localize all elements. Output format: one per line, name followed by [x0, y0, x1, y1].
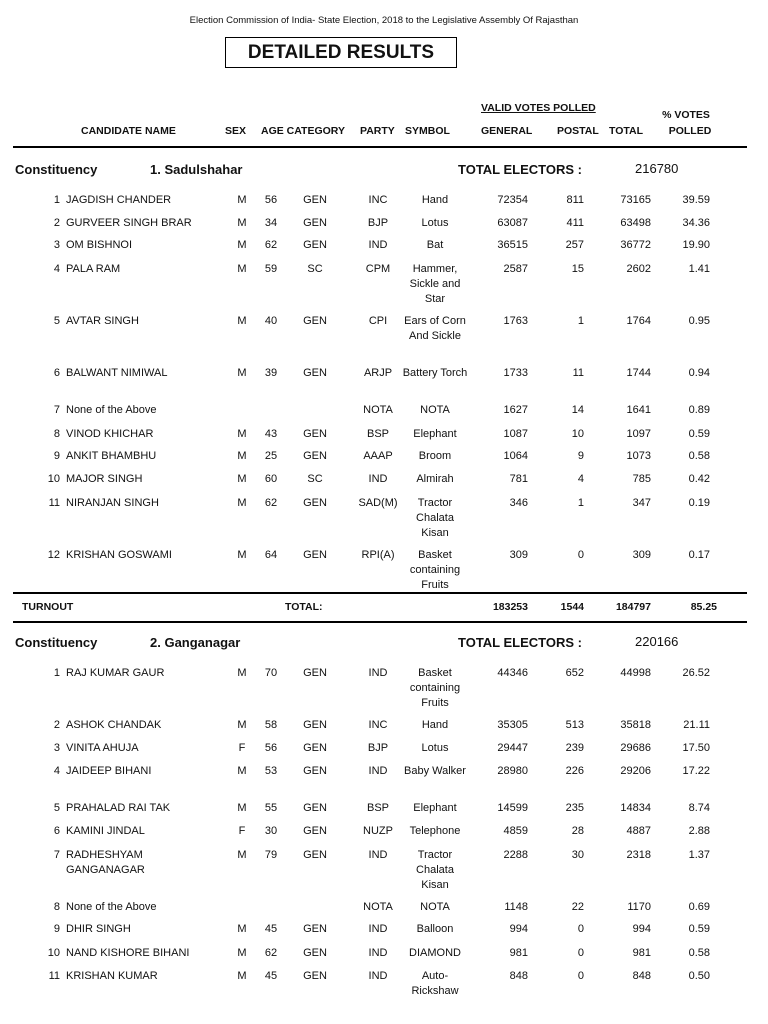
serial-number: 6: [53, 367, 60, 379]
total-votes: 44998: [620, 667, 651, 679]
candidate-symbol: Elephant: [413, 802, 457, 814]
postal-votes: 257: [565, 239, 584, 251]
candidate-symbol: Bat: [426, 239, 444, 251]
candidate-category: GEN: [303, 428, 327, 440]
candidate-age: 43: [264, 428, 278, 440]
candidate-symbol: Basket containing Fruits: [409, 549, 461, 591]
candidate-name: VINITA AHUJA: [66, 742, 139, 754]
postal-votes: 22: [571, 901, 584, 913]
symbol-header: SYMBOL: [405, 125, 450, 137]
candidate-age: 45: [264, 923, 278, 935]
general-votes: 309: [509, 549, 528, 561]
candidate-symbol: Lotus: [421, 217, 449, 229]
pct-votes-header-line2: POLLED: [668, 125, 712, 137]
vote-percentage: 39.59: [682, 194, 710, 206]
candidate-category: GEN: [303, 194, 327, 206]
candidate-name: KAMINI JINDAL: [66, 825, 145, 837]
general-votes: 346: [509, 497, 528, 509]
candidate-name: NIRANJAN SINGH: [66, 497, 159, 509]
total-votes: 1097: [626, 428, 651, 440]
total-votes: 347: [632, 497, 651, 509]
general-votes: 2288: [503, 849, 528, 861]
serial-number: 8: [53, 901, 60, 913]
candidate-name: PALA RAM: [66, 263, 121, 275]
candidate-age: 40: [264, 315, 278, 327]
postal-votes: 226: [565, 765, 584, 777]
candidate-party: IND: [368, 239, 388, 251]
candidate-party: IND: [368, 765, 388, 777]
candidate-category: GEN: [303, 497, 327, 509]
candidate-symbol: Tractor Chalata Kisan: [416, 497, 454, 539]
total-electors-label: TOTAL ELECTORS :: [458, 635, 582, 650]
candidate-party: BSP: [366, 802, 389, 814]
total-votes: 1073: [626, 450, 651, 462]
total-votes: 73165: [620, 194, 651, 206]
candidate-age: 59: [264, 263, 278, 275]
candidate-party: NOTA: [363, 404, 393, 416]
constituency-header-2: [0, 635, 768, 655]
postal-votes: 4: [577, 473, 584, 485]
vote-percentage: 1.37: [688, 849, 710, 861]
vote-percentage: 0.50: [688, 970, 710, 982]
general-votes: 29447: [497, 742, 528, 754]
candidate-age: 45: [264, 970, 278, 982]
turnout-postal: 1544: [560, 601, 584, 613]
postal-votes: 0: [577, 947, 584, 959]
candidate-category: GEN: [303, 239, 327, 251]
candidate-sex: M: [237, 473, 247, 485]
serial-number: 3: [53, 239, 60, 251]
candidate-sex: M: [237, 239, 247, 251]
serial-number: 2: [53, 719, 60, 731]
vote-percentage: 0.17: [688, 549, 710, 561]
candidate-name: JAIDEEP BIHANI: [66, 765, 152, 777]
postal-votes: 0: [577, 970, 584, 982]
postal-votes: 10: [571, 428, 584, 440]
serial-number: 2: [53, 217, 60, 229]
general-votes: 1627: [503, 404, 528, 416]
candidate-category: GEN: [303, 802, 327, 814]
candidate-age: 58: [264, 719, 278, 731]
total-votes: 14834: [620, 802, 651, 814]
total-votes: 1170: [627, 901, 651, 913]
vote-percentage: 0.69: [688, 901, 710, 913]
serial-number: 5: [53, 315, 60, 327]
candidate-symbol: Broom: [418, 450, 452, 462]
candidate-party: NUZP: [363, 825, 393, 837]
candidate-symbol: Ears of Corn And Sickle: [404, 315, 466, 342]
postal-votes: 652: [565, 667, 584, 679]
total-votes: 981: [632, 947, 651, 959]
serial-number: 4: [53, 765, 60, 777]
general-votes: 36515: [497, 239, 528, 251]
postal-votes: 14: [571, 404, 584, 416]
serial-number: 11: [48, 970, 60, 982]
constituency-header-1: [0, 162, 768, 182]
vote-percentage: 0.94: [688, 367, 710, 379]
candidate-age: 62: [264, 239, 278, 251]
document-header: Election Commission of India- State Election, 2018 to the Legislative Assembly Of Rajasthan: [189, 15, 579, 26]
candidate-party: IND: [368, 923, 388, 935]
candidate-age: 56: [264, 742, 278, 754]
candidate-sex: M: [237, 549, 247, 561]
candidate-category: GEN: [303, 825, 327, 837]
candidate-age: 39: [264, 367, 278, 379]
candidate-symbol: Telephone: [409, 825, 461, 837]
vote-percentage: 0.59: [688, 923, 710, 935]
general-votes: 1064: [503, 450, 528, 462]
sex-header: SEX: [225, 125, 247, 137]
candidate-age: 55: [264, 802, 278, 814]
candidate-sex: M: [237, 947, 247, 959]
general-votes: 1733: [503, 367, 528, 379]
vote-percentage: 21.11: [683, 719, 710, 731]
total-electors-value: 220166: [635, 634, 679, 649]
vote-percentage: 19.90: [682, 239, 710, 251]
candidate-party: NOTA: [363, 901, 393, 913]
candidate-sex: M: [237, 315, 247, 327]
serial-number: 12: [47, 549, 60, 561]
valid-votes-header: VALID VOTES POLLED: [481, 102, 596, 114]
candidate-party: INC: [368, 194, 388, 206]
total-votes: 2318: [626, 849, 651, 861]
candidate-party: BJP: [367, 217, 389, 229]
candidate-name: RAJ KUMAR GAUR: [66, 667, 165, 679]
vote-percentage: 2.88: [688, 825, 710, 837]
candidate-symbol: Basket containing Fruits: [409, 667, 461, 709]
candidate-name: KRISHAN KUMAR: [66, 970, 158, 982]
general-votes: 4859: [503, 825, 528, 837]
serial-number: 9: [53, 923, 60, 935]
vote-percentage: 0.19: [688, 497, 710, 509]
candidate-sex: M: [237, 367, 247, 379]
candidate-party: CPM: [365, 263, 391, 275]
candidate-symbol: NOTA: [420, 901, 450, 913]
total-votes: 29686: [620, 742, 651, 754]
candidate-symbol: NOTA: [420, 404, 450, 416]
candidate-symbol: Baby Walker: [404, 765, 466, 777]
turnout-general: 183253: [492, 601, 528, 613]
serial-number: 4: [53, 263, 60, 275]
postal-votes: 1: [577, 315, 584, 327]
general-votes: 35305: [497, 719, 528, 731]
serial-number: 6: [53, 825, 60, 837]
candidate-category: SC: [307, 263, 323, 275]
postal-votes: 30: [571, 849, 584, 861]
postal-votes: 1: [577, 497, 584, 509]
general-header: GENERAL: [481, 125, 533, 137]
constituency-label: Constituency: [15, 635, 98, 650]
candidate-name: VINOD KHICHAR: [66, 428, 154, 440]
candidate-party: ARJP: [363, 367, 393, 379]
candidate-name: PRAHALAD RAI TAK: [66, 802, 171, 814]
candidate-age: 60: [264, 473, 278, 485]
candidate-sex: M: [237, 263, 247, 275]
postal-votes: 0: [577, 549, 584, 561]
serial-number: 8: [53, 428, 60, 440]
serial-number: 1: [53, 667, 60, 679]
total-votes: 848: [632, 970, 651, 982]
candidate-party: IND: [368, 667, 388, 679]
candidate-sex: M: [237, 497, 247, 509]
vote-percentage: 26.52: [682, 667, 710, 679]
candidate-symbol: Hand: [421, 719, 449, 731]
candidate-party: RPI(A): [361, 549, 395, 561]
total-votes: 4887: [626, 825, 651, 837]
vote-percentage: 34.36: [682, 217, 710, 229]
serial-number: 7: [53, 404, 60, 416]
turnout-total: 184797: [615, 601, 651, 613]
candidate-party: IND: [368, 849, 388, 861]
candidate-symbol: Hammer, Sickle and Star: [409, 263, 461, 305]
candidate-name: JAGDISH CHANDER: [66, 194, 172, 206]
candidate-sex: M: [237, 802, 247, 814]
candidate-age: 53: [264, 765, 278, 777]
postal-votes: 235: [565, 802, 584, 814]
postal-votes: 239: [565, 742, 584, 754]
candidate-name: ANKIT BHAMBHU: [66, 450, 157, 462]
candidate-sex: F: [238, 742, 246, 754]
total-votes: 35818: [620, 719, 651, 731]
vote-percentage: 0.58: [688, 947, 710, 959]
candidate-symbol: Lotus: [421, 742, 449, 754]
candidate-sex: M: [237, 765, 247, 777]
candidate-category: GEN: [303, 947, 327, 959]
general-votes: 981: [509, 947, 528, 959]
candidate-sex: M: [237, 970, 247, 982]
postal-votes: 15: [571, 263, 584, 275]
general-votes: 848: [509, 970, 528, 982]
total-votes: 309: [632, 549, 651, 561]
vote-percentage: 0.95: [688, 315, 710, 327]
general-votes: 781: [509, 473, 528, 485]
candidate-name: MAJOR SINGH: [66, 473, 143, 485]
postal-votes: 811: [566, 194, 584, 206]
general-votes: 14599: [497, 802, 528, 814]
total-votes: 63498: [620, 217, 651, 229]
total-votes: 1641: [626, 404, 651, 416]
candidate-name: ASHOK CHANDAK: [66, 719, 162, 731]
candidate-sex: M: [237, 450, 247, 462]
candidate-name: NAND KISHORE BIHANI: [66, 947, 190, 959]
total-votes: 2602: [626, 263, 651, 275]
candidate-age: 30: [264, 825, 278, 837]
general-votes: 1148: [504, 901, 528, 913]
candidate-category: GEN: [303, 667, 327, 679]
candidate-name: GURVEER SINGH BRAR: [66, 217, 192, 229]
candidate-category: GEN: [303, 549, 327, 561]
candidate-name: AVTAR SINGH: [66, 315, 139, 327]
candidate-age: 62: [264, 947, 278, 959]
serial-number: 9: [53, 450, 60, 462]
candidate-symbol: Almirah: [416, 473, 454, 485]
candidate-sex: M: [237, 923, 247, 935]
candidate-symbol: Tractor Chalata Kisan: [416, 849, 454, 891]
postal-votes: 11: [572, 367, 584, 379]
candidate-age: 56: [264, 194, 278, 206]
candidate-name: BALWANT NIMIWAL: [66, 367, 168, 379]
candidate-party: IND: [368, 947, 388, 959]
vote-percentage: 0.58: [688, 450, 710, 462]
candidate-age: 70: [264, 667, 278, 679]
vote-percentage: 8.74: [688, 802, 710, 814]
postal-votes: 0: [577, 923, 584, 935]
serial-number: 10: [47, 947, 60, 959]
candidate-name: None of the Above: [66, 404, 157, 416]
postal-votes: 28: [571, 825, 584, 837]
candidate-name: DHIR SINGH: [66, 923, 131, 935]
serial-number: 3: [53, 742, 60, 754]
candidate-category: GEN: [303, 367, 327, 379]
postal-votes: 9: [577, 450, 584, 462]
candidate-age: 64: [264, 549, 278, 561]
candidate-category: GEN: [303, 315, 327, 327]
postal-votes: 411: [566, 217, 584, 229]
vote-percentage: 0.42: [688, 473, 710, 485]
candidate-sex: M: [237, 194, 247, 206]
candidate-category: GEN: [303, 217, 327, 229]
candidate-name: KRISHAN GOSWAMI: [66, 549, 172, 561]
general-votes: 72354: [497, 194, 528, 206]
turnout-label: TURNOUT: [22, 601, 74, 613]
candidate-category: GEN: [303, 719, 327, 731]
general-votes: 63087: [497, 217, 528, 229]
candidate-category: SC: [307, 473, 323, 485]
general-votes: 1763: [503, 315, 528, 327]
total-votes: 785: [632, 473, 651, 485]
total-votes: 994: [632, 923, 651, 935]
candidate-sex: M: [237, 428, 247, 440]
candidate-party: CPI: [368, 315, 388, 327]
vote-percentage: 17.22: [682, 765, 710, 777]
candidate-name: None of the Above: [66, 901, 157, 913]
candidate-symbol: Balloon: [416, 923, 454, 935]
postal-header: POSTAL: [557, 125, 599, 137]
candidate-party: BJP: [367, 742, 389, 754]
serial-number: 11: [48, 497, 60, 509]
constituency-name: 1. Sadulshahar: [150, 162, 243, 177]
serial-number: 5: [53, 802, 60, 814]
candidate-name-header: CANDIDATE NAME: [81, 125, 176, 137]
vote-percentage: 0.89: [688, 404, 710, 416]
candidate-name: RADHESHYAM GANGANAGAR: [66, 849, 145, 876]
candidate-party: IND: [368, 473, 388, 485]
candidate-category: GEN: [303, 849, 327, 861]
serial-number: 10: [47, 473, 60, 485]
candidate-party: INC: [368, 719, 388, 731]
general-votes: 994: [509, 923, 528, 935]
candidate-symbol: Battery Torch: [402, 367, 468, 379]
turnout-total-label: TOTAL:: [285, 601, 323, 613]
candidate-sex: M: [237, 849, 247, 861]
general-votes: 28980: [497, 765, 528, 777]
candidate-symbol: Elephant: [413, 428, 457, 440]
candidate-age: 62: [264, 497, 278, 509]
total-votes: 1744: [626, 367, 651, 379]
candidate-symbol: DIAMOND: [409, 947, 461, 959]
candidate-party: IND: [368, 970, 388, 982]
total-electors-value: 216780: [635, 161, 679, 176]
candidate-party: SAD(M): [358, 497, 398, 509]
candidate-sex: M: [237, 719, 247, 731]
candidate-category: GEN: [303, 765, 327, 777]
serial-number: 7: [53, 849, 60, 861]
general-votes: 44346: [497, 667, 528, 679]
candidate-party: AAAP: [363, 450, 393, 462]
candidate-symbol: Auto- Rickshaw: [411, 970, 459, 997]
candidate-age: 25: [264, 450, 278, 462]
general-votes: 2587: [503, 263, 528, 275]
party-header: PARTY: [360, 125, 395, 137]
age-category-header: AGE CATEGORY: [261, 125, 346, 137]
turnout-bottom-rule: [13, 621, 747, 623]
candidate-symbol: Hand: [421, 194, 449, 206]
serial-number: 1: [53, 194, 60, 206]
turnout-top-rule: [13, 592, 747, 594]
postal-votes: 513: [565, 719, 584, 731]
candidate-age: 34: [264, 217, 278, 229]
constituency-label: Constituency: [15, 162, 98, 177]
vote-percentage: 0.59: [688, 428, 710, 440]
candidate-category: GEN: [303, 970, 327, 982]
candidate-sex: M: [237, 217, 247, 229]
candidate-age: 79: [264, 849, 278, 861]
total-votes: 1764: [626, 315, 651, 327]
candidate-party: BSP: [366, 428, 389, 440]
vote-percentage: 1.41: [688, 263, 710, 275]
vote-percentage: 17.50: [682, 742, 710, 754]
candidate-category: GEN: [303, 742, 327, 754]
header-rule: [13, 146, 747, 148]
candidate-category: GEN: [303, 923, 327, 935]
candidate-name: OM BISHNOI: [66, 239, 133, 251]
candidate-sex: M: [237, 667, 247, 679]
constituency-name: 2. Ganganagar: [150, 635, 241, 650]
candidate-sex: F: [238, 825, 246, 837]
total-header: TOTAL: [609, 125, 644, 137]
candidate-category: GEN: [303, 450, 327, 462]
pct-votes-header-line1: % VOTES: [662, 109, 710, 121]
total-votes: 36772: [620, 239, 651, 251]
page-title: DETAILED RESULTS: [225, 37, 457, 68]
total-votes: 29206: [620, 765, 651, 777]
total-electors-label: TOTAL ELECTORS :: [458, 162, 582, 177]
general-votes: 1087: [503, 428, 528, 440]
turnout-pct: 85.25: [690, 601, 717, 613]
